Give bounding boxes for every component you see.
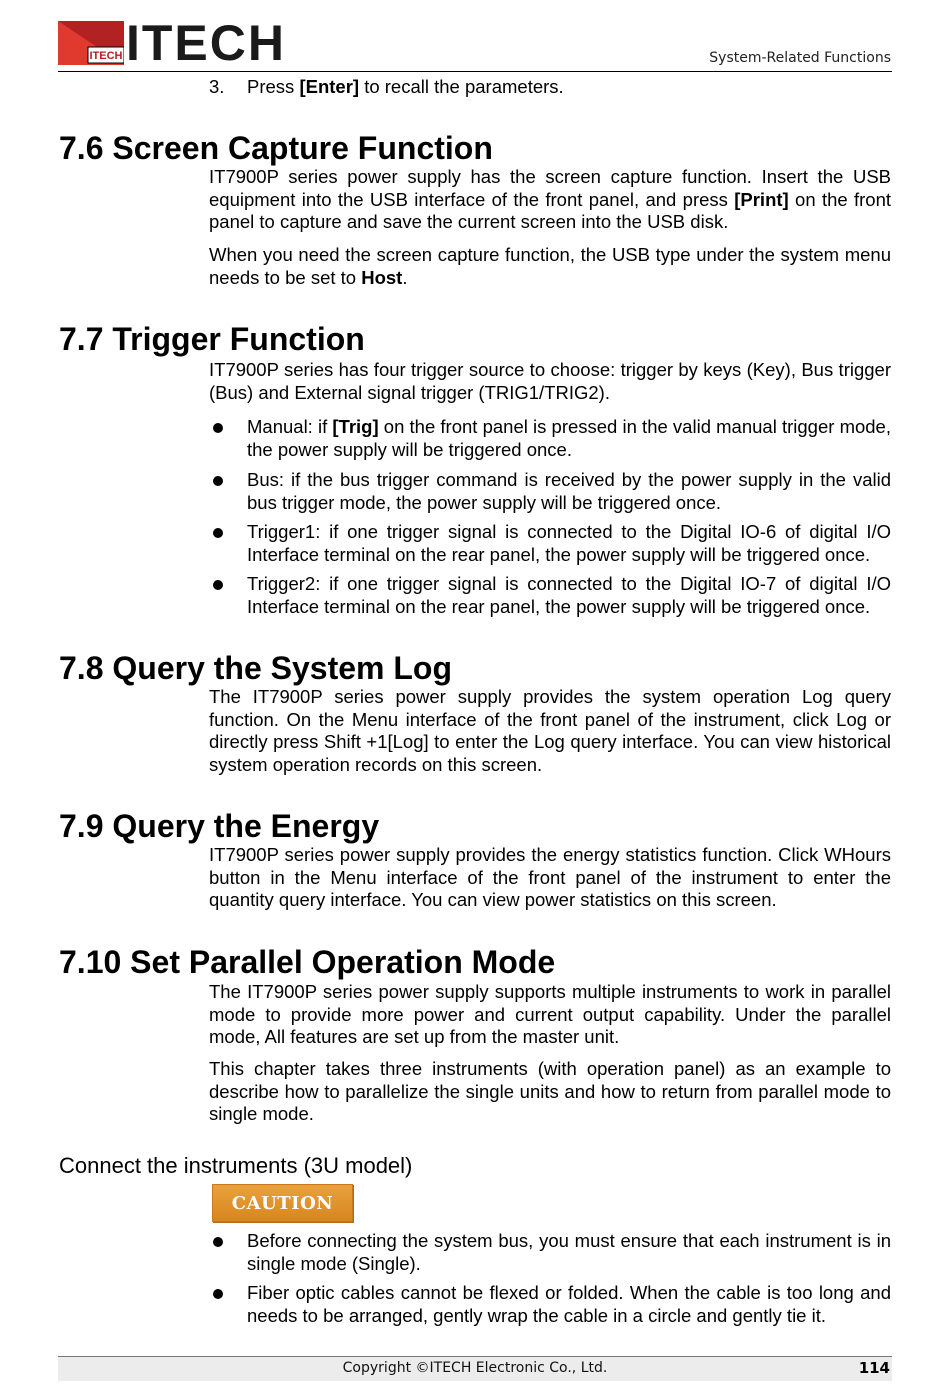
- text: on the front panel is pressed in the valid manual trigger mode, the power supply will be triggered once.: [247, 416, 891, 460]
- itech-logo-mark: [58, 21, 124, 65]
- step-text-pre: Press: [247, 76, 300, 97]
- text: Bus: if the bus trigger command is received by the power supply in the valid bus trigger mode, the power supply will be triggered once.: [247, 469, 891, 513]
- bullet-dot-icon: [213, 580, 223, 590]
- footer-copyright: Copyright ©ITECH Electronic Co., Ltd.: [342, 1360, 608, 1376]
- section-header: System-Related Functions: [709, 50, 891, 66]
- step-text-post: to recall the parameters.: [359, 76, 564, 97]
- text: IT7900P series power supply has the screen capture function. Insert the USB equipment into the USB interface of the front panel, and press: [209, 166, 891, 210]
- itech-logo: [58, 15, 286, 71]
- text: .: [402, 266, 408, 288]
- bullet-dot-icon: [213, 476, 223, 486]
- bullet-bus: [209, 469, 891, 514]
- heading-7-6: 7.6 Screen Capture Function: [59, 130, 493, 166]
- bullet-manual: [209, 416, 891, 461]
- heading-7-7: 7.7 Trigger Function: [59, 321, 365, 357]
- heading-connect: Connect the instruments (3U model): [59, 1153, 413, 1178]
- caution-badge: CAUTION: [212, 1184, 353, 1222]
- text: Fiber optic cables cannot be flexed or folded. When the cable is too long and needs to be arranged, gently wrap the cable in a circle and gently tie it.: [247, 1282, 891, 1326]
- bullet-dot-icon: [213, 423, 223, 433]
- paragraph-7-8: The IT7900P series power supply provides the system operation Log query function. On the Menu interface of the front panel of the instrument, click Log or directly press Shift +1[Log] to enter the Log query interface. You can view historical system operation records on this screen.: [209, 686, 891, 775]
- text: on the front panel to capture and save the current screen into the USB disk.: [209, 188, 892, 232]
- print-key: [Print]: [734, 188, 789, 210]
- text: Trigger2: if one trigger signal is connected to the Digital IO-7 of digital I/O Interface terminal on the rear panel, the power supply will be triggered once.: [247, 573, 891, 617]
- logo-badge-text: ITECH: [89, 50, 123, 62]
- enter-key: [Enter]: [299, 76, 360, 97]
- heading-7-8: 7.8 Query the System Log: [59, 650, 453, 686]
- bullet-dot-icon: [213, 1237, 223, 1247]
- text: Trigger1: if one trigger signal is connected to the Digital IO-6 of digital I/O Interface terminal on the rear panel, the power supply will be triggered once.: [247, 521, 891, 565]
- host-value: Host: [361, 266, 403, 288]
- bullet-trigger2: [209, 573, 891, 618]
- paragraph-7-6-2: [209, 244, 891, 289]
- paragraph-7-9: IT7900P series power supply provides the energy statistics function. Click WHours button in the Menu interface of the front panel of the instrument to enter the quantity query interface. You can view power statistics on this screen.: [209, 844, 891, 910]
- bullet-dot-icon: [213, 528, 223, 538]
- paragraph-7-6-1: [209, 166, 891, 234]
- step-3: [209, 76, 564, 98]
- trig-key: [Trig]: [332, 416, 379, 437]
- step-number: 3.: [209, 76, 225, 97]
- bullet-caution-1: [209, 1230, 891, 1275]
- paragraph-7-10-2: This chapter takes three instruments (with operation panel) as an example to describe how to parallelize the single units and how to return from parallel mode to single mode.: [209, 1058, 891, 1124]
- page-number: 114: [858, 1359, 890, 1377]
- paragraph-7-10-1: The IT7900P series power supply supports multiple instruments to work in parallel mode to provide more power and current output capability. Under the parallel mode, All features are set up from the master unit.: [209, 981, 891, 1047]
- text: Before connecting the system bus, you must ensure that each instrument is in single mode (Single).: [247, 1230, 891, 1274]
- bullet-trigger1: [209, 521, 891, 566]
- heading-7-10: 7.10 Set Parallel Operation Mode: [59, 944, 556, 980]
- bullet-dot-icon: [213, 1289, 223, 1299]
- text: Manual: if: [247, 416, 333, 437]
- logo-triangle-icon: [58, 21, 124, 65]
- heading-7-9: 7.9 Query the Energy: [59, 808, 380, 844]
- logo-wordmark: ITECH: [126, 15, 286, 71]
- paragraph-7-7-intro: IT7900P series has four trigger source to choose: trigger by keys (Key), Bus trigger (Bus) and External signal trigger (TRIG1/TRIG2).: [209, 359, 891, 403]
- bullet-caution-2: [209, 1282, 891, 1327]
- text: When you need the screen capture function, the USB type under the system menu needs to be set to: [209, 244, 891, 288]
- header-divider: [58, 71, 892, 72]
